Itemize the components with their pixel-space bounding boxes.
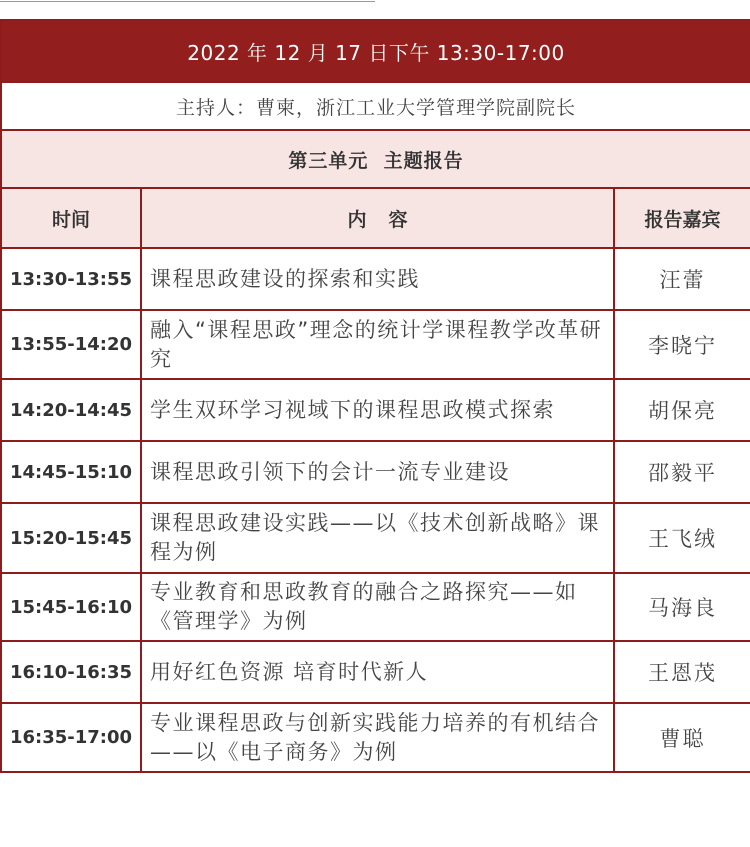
- table-row: [1, 703, 750, 772]
- row-time: 16:10-16:35: [1, 641, 141, 703]
- row-topic: 用好红色资源 培育时代新人: [141, 641, 614, 703]
- unit-row: [1, 130, 750, 188]
- row-speaker: 王飞绒: [614, 503, 750, 573]
- row-speaker: 曹聪: [614, 703, 750, 772]
- row-speaker: 邵毅平: [614, 441, 750, 503]
- row-time: 15:45-16:10: [1, 573, 141, 641]
- table-row: [1, 441, 750, 503]
- row-topic: 课程思政引领下的会计一流专业建设: [141, 441, 614, 503]
- column-header-speaker: 报告嘉宾: [614, 188, 750, 248]
- row-speaker: 王恩茂: [614, 641, 750, 703]
- row-time: 13:55-14:20: [1, 310, 141, 379]
- schedule-table: [0, 19, 750, 773]
- row-topic: 专业教育和思政教育的融合之路探究——如《管理学》为例: [141, 573, 614, 641]
- table-row: [1, 310, 750, 379]
- row-time: 14:20-14:45: [1, 379, 141, 441]
- row-topic: 专业课程思政与创新实践能力培养的有机结合——以《电子商务》为例: [141, 703, 614, 772]
- row-topic: 学生双环学习视域下的课程思政模式探索: [141, 379, 614, 441]
- table-row: [1, 379, 750, 441]
- row-speaker: 李晓宁: [614, 310, 750, 379]
- row-speaker: 汪蕾: [614, 248, 750, 310]
- row-time: 14:45-15:10: [1, 441, 141, 503]
- table-row: [1, 503, 750, 573]
- row-speaker: 马海良: [614, 573, 750, 641]
- column-header-content: 内容: [141, 188, 614, 248]
- unit-title: 第三单元 主题报告: [1, 130, 750, 188]
- row-time: 15:20-15:45: [1, 503, 141, 573]
- row-topic: 课程思政建设实践——以《技术创新战略》课程为例: [141, 503, 614, 573]
- table-row: [1, 248, 750, 310]
- top-divider: [0, 1, 375, 2]
- session-datetime: 2022 年 12 月 17 日下午 13:30-17:00: [1, 20, 750, 82]
- host-text: 主持人：曹柬，浙江工业大学管理学院副院长: [1, 82, 750, 130]
- row-time: 13:30-13:55: [1, 248, 141, 310]
- row-time: 16:35-17:00: [1, 703, 141, 772]
- table-row: [1, 573, 750, 641]
- date-banner: [1, 20, 750, 82]
- column-header-time: 时间: [1, 188, 141, 248]
- row-speaker: 胡保亮: [614, 379, 750, 441]
- row-topic: 课程思政建设的探索和实践: [141, 248, 614, 310]
- row-topic: 融入“课程思政”理念的统计学课程教学改革研究: [141, 310, 614, 379]
- host-row: [1, 82, 750, 130]
- table-row: [1, 641, 750, 703]
- column-header-row: [1, 188, 750, 248]
